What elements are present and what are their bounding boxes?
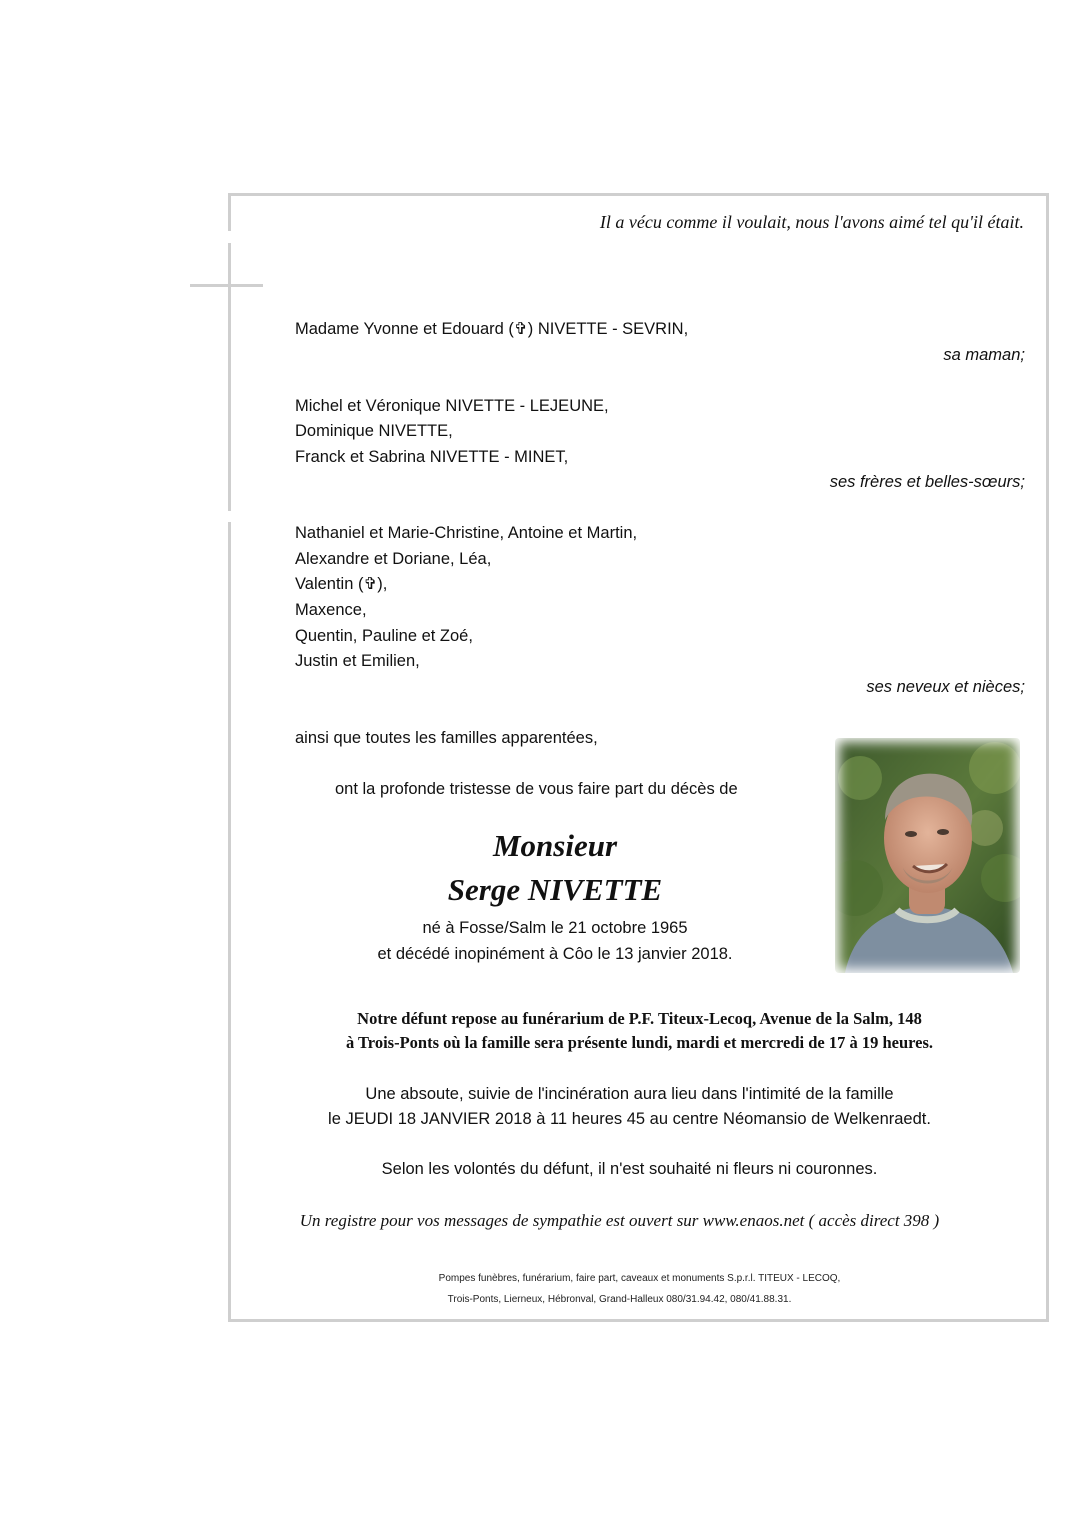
deceased-honorific: Monsieur bbox=[492, 828, 618, 863]
mother-relation: sa maman; bbox=[943, 346, 1025, 364]
nephew-line: Alexandre et Doriane, Léa, bbox=[295, 550, 492, 568]
family-mother: Madame Yvonne et Edouard (✞) NIVETTE - SEVRIN, bbox=[295, 320, 689, 338]
funeral-home-line: à Trois-Ponts où la famille sera présente lundi, mardi et mercredi de 17 à 19 heures. bbox=[345, 1033, 934, 1052]
deceased-birth: né à Fosse/Salm le 21 octobre 1965 bbox=[422, 919, 688, 937]
funeral-home-line: Notre défunt repose au funérarium de P.F. Titeux-Lecoq, Avenue de la Salm, 148 bbox=[357, 1009, 922, 1028]
announcement: ont la profonde tristesse de vous faire part du décès de bbox=[335, 780, 738, 798]
card-border-bottom bbox=[230, 1319, 1049, 1322]
footer-line: Trois-Ponts, Lierneux, Hébronval, Grand-Halleux 080/31.94.42, 080/41.88.31. bbox=[447, 1294, 792, 1305]
nephew-line: Nathaniel et Marie-Christine, Antoine et Martin, bbox=[295, 524, 638, 542]
nephew-line: Justin et Emilien, bbox=[295, 652, 420, 670]
footer-line: Pompes funèbres, funérarium, faire part, caveaux et monuments S.p.r.l. TITEUX - LECOQ, bbox=[438, 1273, 841, 1284]
family-others: ainsi que toutes les familles apparentées, bbox=[295, 729, 598, 747]
card-border-right bbox=[1046, 193, 1049, 1322]
ceremony-line: le JEUDI 18 JANVIER 2018 à 11 heures 45 au centre Néomansio de Welkenraedt. bbox=[328, 1110, 931, 1128]
sibling-line: Michel et Véronique NIVETTE - LEJEUNE, bbox=[295, 397, 609, 415]
sibling-line: Franck et Sabrina NIVETTE - MINET, bbox=[295, 448, 569, 466]
card-border-left-top bbox=[228, 193, 231, 231]
cross-icon-horizontal bbox=[190, 284, 263, 287]
portrait-photo bbox=[835, 738, 1020, 973]
wishes: Selon les volontés du défunt, il n'est souhaité ni fleurs ni couronnes. bbox=[381, 1160, 878, 1178]
ceremony-line: Une absoute, suivie de l'incinération aura lieu dans l'intimité de la famille bbox=[365, 1085, 894, 1103]
portrait-image bbox=[835, 738, 1020, 973]
nephew-line: Valentin (✞), bbox=[295, 575, 388, 593]
nephews-relation: ses neveux et nièces; bbox=[866, 678, 1025, 696]
deceased-death: et décédé inopinément à Côo le 13 janvier 2018. bbox=[377, 945, 733, 963]
epigraph: Il a vécu comme il voulait, nous l'avons aimé tel qu'il était. bbox=[599, 212, 1024, 232]
registry-note: Un registre pour vos messages de sympathie est ouvert sur www.enaos.net ( accès direct 398 ) bbox=[299, 1211, 940, 1230]
deceased-name: Serge NIVETTE bbox=[447, 872, 663, 907]
card-border-top bbox=[230, 193, 1049, 196]
siblings-relation: ses frères et belles-sœurs; bbox=[829, 473, 1025, 491]
nephew-line: Quentin, Pauline et Zoé, bbox=[295, 627, 473, 645]
sibling-line: Dominique NIVETTE, bbox=[295, 422, 453, 440]
nephew-line: Maxence, bbox=[295, 601, 367, 619]
